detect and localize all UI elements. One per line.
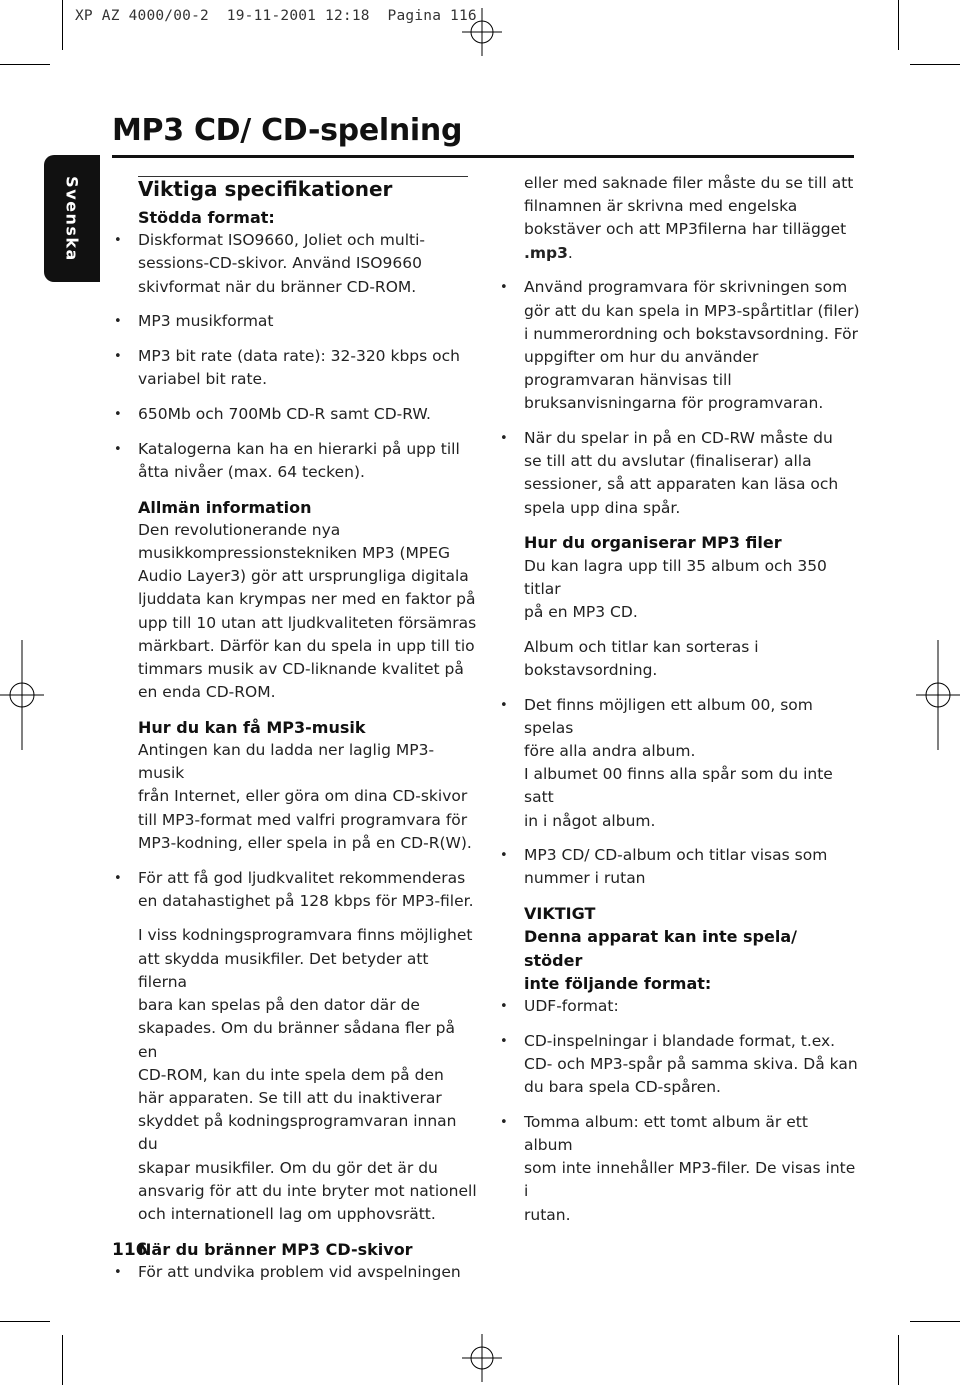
- language-tab: [44, 155, 100, 282]
- crop-mark: [910, 64, 960, 65]
- sort-paragraph: Album och titlar kan sorteras i bokstavsordning.: [524, 637, 759, 679]
- list-item: • För att få god ljudkvalitet rekommenderas en datahastighet på 128 kbps för MP3-filer.: [138, 867, 478, 913]
- language-tab-label: Svenska: [62, 175, 82, 262]
- get-music-heading: Hur du kan få MP3-musik: [138, 717, 366, 737]
- general-heading: Allmän information: [138, 497, 312, 517]
- formats-heading: Stödda format:: [138, 208, 275, 227]
- page-number: 116: [112, 1240, 148, 1260]
- list-item: • Katalogerna kan ha en hierarki på upp till åtta nivåer (max. 64 tecken).: [138, 438, 478, 484]
- formats-list: [138, 229, 478, 484]
- album-list: [524, 694, 860, 891]
- list-item: • MP3 CD/ CD-album och titlar visas som nummer i rutan: [524, 844, 860, 890]
- continued-paragraph: eller med saknade filer måste du se till att filnamnen är skrivna med engelska bokstäver och att MP3filerna har tillägget .mp3.: [524, 174, 854, 262]
- list-item: • När du spelar in på en CD-RW måste du se till att du avslutar (finaliserar) alla sessioner, så att apparaten kan läsa och spela upp dina spår.: [524, 427, 860, 520]
- crop-mark: [898, 1335, 899, 1385]
- specs-heading: Viktiga specifikationer: [138, 177, 393, 201]
- general-paragraph: Den revolutionerande nya musikkompressionstekniken MP3 (MPEG Audio Layer3) gör att ursprungliga digitala ljuddata kan krympas ner med en faktor på upp till 10 utan att ljudkvaliteten försämras märkbart. Därför kan du spela in upp till tio timmars musik av CD-liknande kvalitet på en enda CD-ROM.: [138, 520, 477, 702]
- crop-mark: [898, 0, 899, 50]
- burn-list: [138, 1261, 478, 1284]
- registration-mark-icon: [916, 640, 960, 750]
- list-item: • Tomma album: ett tomt album är ett album som inte innehåller MP3-filer. De visas inte i rutan.: [524, 1111, 860, 1227]
- crop-mark: [0, 1321, 50, 1322]
- crop-mark: [62, 0, 63, 50]
- crop-mark: [0, 64, 50, 65]
- list-item: • MP3 musikformat: [138, 310, 478, 333]
- right-column: [524, 172, 860, 1238]
- recording-list: [524, 276, 860, 520]
- registration-mark-icon: [462, 8, 502, 56]
- list-item: • Diskformat ISO9660, Joliet och multi- sessions-CD-skivor. Använd ISO9660 skivformat när du bränner CD-ROM.: [138, 229, 478, 299]
- continued-text: eller med saknade filer måste du se till att filnamnen är skrivna med engelska bokstäver och att MP3filerna har tillägget: [524, 174, 854, 239]
- list-item: • CD-inspelningar i blandade format, t.ex. CD- och MP3-spår på samma skiva. Då kan du bara spela CD-spåren.: [524, 1030, 860, 1100]
- page-title: MP3 CD/ CD-spelning: [112, 113, 463, 148]
- left-column: [138, 170, 478, 1284]
- organize-paragraph: Du kan lagra upp till 35 album och 350 titlar på en MP3 CD.: [524, 556, 827, 621]
- organize-heading: Hur du organiserar MP3 filer: [524, 533, 782, 553]
- protection-paragraph: I viss kodningsprogramvara finns möjlighet att skydda musikfiler. Det betyder att filerna bara kan spelas på den dator där de skapades. Om du bränner sådana fler på en CD-ROM, kan du inte spela dem på den här apparaten. Se till att du inaktiverar skyddet på kodningsprogramvaran innan du skapar musikfiler. Om du gör det är du ansvarig för att du inte bryter mot nationell och internationell lag om upphovsrätt.: [138, 926, 477, 1223]
- list-item: • För att undvika problem vid avspelningen: [138, 1261, 478, 1284]
- important-subheading: Denna apparat kan inte spela/ stöder inte följande format:: [524, 927, 797, 993]
- important-heading: VIKTIGT: [524, 904, 596, 924]
- printer-slug-line: XP AZ 4000/00-2 19-11-2001 12:18 Pagina 116: [75, 8, 477, 24]
- crop-mark: [62, 1335, 63, 1385]
- list-item: • MP3 bit rate (data rate): 32-320 kbps och variabel bit rate.: [138, 345, 478, 391]
- mp3-extension: .mp3: [524, 243, 568, 262]
- unsupported-list: [524, 995, 860, 1227]
- list-item: • Använd programvara för skrivningen som gör att du kan spela in MP3-spårtitlar (filer) i nummerordning och bokstavsordning. För uppgifter om hur du använder programvaran hänvisas till bruksanvisningarna för programvaran.: [524, 276, 860, 415]
- registration-mark-icon: [462, 1334, 502, 1382]
- get-music-paragraph: Antingen kan du ladda ner laglig MP3-musik från Internet, eller göra om dina CD-skivor till MP3-format med valfri programvara för MP3-kodning, eller spela in på en CD-R(W).: [138, 741, 472, 852]
- quality-list: [138, 867, 478, 913]
- burn-heading: När du bränner MP3 CD-skivor: [138, 1239, 413, 1259]
- list-item: • UDF-format:: [524, 995, 860, 1018]
- registration-mark-icon: [0, 640, 44, 750]
- crop-mark: [910, 1321, 960, 1322]
- title-rule: [112, 155, 854, 158]
- list-item: • 650Mb och 700Mb CD-R samt CD-RW.: [138, 403, 478, 426]
- list-item: • Det finns möjligen ett album 00, som spelas före alla andra album. I albumet 00 finns alla spår som du inte satt in i något album.: [524, 694, 860, 833]
